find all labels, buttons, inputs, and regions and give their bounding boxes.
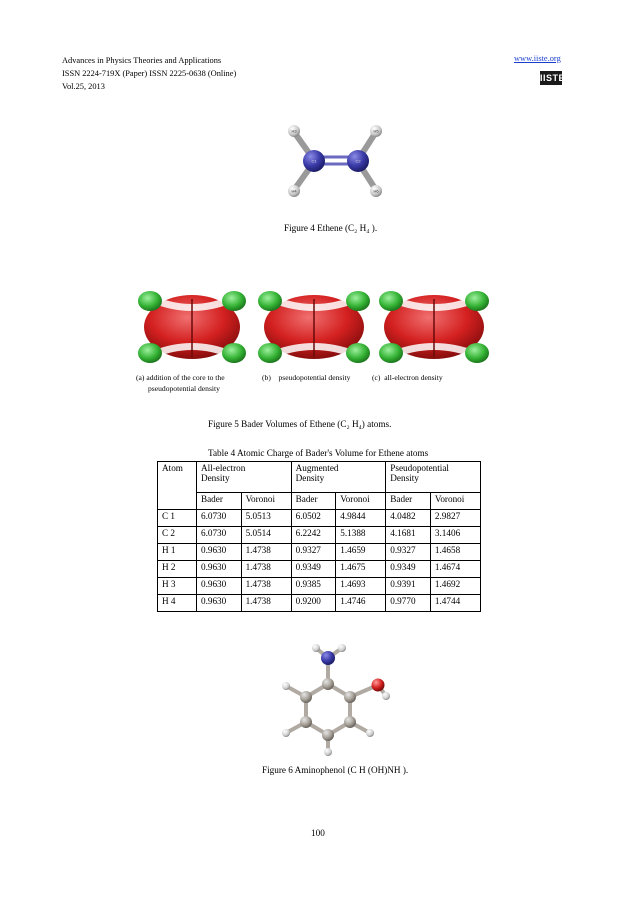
table-row	[158, 595, 481, 612]
table-cell-value: 1.4674	[430, 561, 480, 578]
table-cell-value: 5.1388	[336, 527, 386, 544]
group-label: Density	[200, 473, 230, 483]
table-cell-value: 2.9827	[430, 510, 480, 527]
bader-volume-panel-a	[138, 291, 246, 363]
table-cell-value: 0.9391	[386, 578, 431, 595]
table-cell-value: 0.9630	[196, 595, 241, 612]
table-cell-value: 1.4738	[241, 561, 291, 578]
table-cell-value: 0.9327	[386, 544, 431, 561]
table-row	[158, 561, 481, 578]
atom-label: H3	[291, 128, 297, 134]
table-cell-value: 0.9385	[291, 578, 336, 595]
atom-label: H6	[373, 188, 379, 194]
atom-label: C1	[311, 158, 317, 164]
table-row	[158, 510, 481, 527]
table-row	[158, 578, 481, 595]
table-cell-value: 3.1406	[430, 527, 480, 544]
table-row	[158, 527, 481, 544]
table-cell-atom: H 3	[158, 578, 197, 595]
table-header-group	[386, 462, 481, 493]
table-cell-value: 1.4746	[336, 595, 386, 612]
table-header-row	[158, 462, 481, 493]
table-cell-value: 1.4738	[241, 595, 291, 612]
table-cell-value: 1.4738	[241, 578, 291, 595]
table-cell-atom: C 1	[158, 510, 197, 527]
table-cell-value: 0.9349	[291, 561, 336, 578]
group-label: Pseudopotential	[390, 463, 449, 473]
group-label: Augmented	[295, 463, 339, 473]
bader-volume-panel-c	[379, 291, 489, 363]
aminophenol-molecule-figure	[270, 640, 396, 758]
figure-5-caption: Figure 5 Bader Volumes of Ethene (C₂ H₄) atoms.	[208, 419, 392, 429]
table-cell-value: 0.9349	[386, 561, 431, 578]
figure-5a-label-cont: pseudopotential density	[148, 384, 220, 393]
oxygen-atom	[372, 679, 385, 692]
table-subheader: Voronoi	[241, 493, 291, 510]
table-subheader: Bader	[386, 493, 431, 510]
table-cell-value: 1.4738	[241, 544, 291, 561]
table-cell-value: 5.0514	[241, 527, 291, 544]
table-cell-value: 5.0513	[241, 510, 291, 527]
table-subheader: Bader	[291, 493, 336, 510]
table-cell-value: 1.4692	[430, 578, 480, 595]
table-cell-value: 0.9327	[291, 544, 336, 561]
table-cell-value: 1.4744	[430, 595, 480, 612]
journal-volume: Vol.25, 2013	[62, 82, 105, 91]
table-4-caption: Table 4 Atomic Charge of Bader's Volume for Ethene atoms	[208, 448, 429, 458]
iiste-logo: IISTE	[540, 73, 566, 83]
table-cell-value: 6.0730	[196, 527, 241, 544]
table-cell-value: 6.2242	[291, 527, 336, 544]
ethene-molecule-figure	[272, 112, 398, 212]
group-label: All-electron	[200, 463, 246, 473]
table-header-atom: Atom	[158, 462, 197, 510]
figure-5c-label: (c) all-electron density	[372, 373, 443, 382]
table-subheader-row	[158, 493, 481, 510]
table-cell-atom: C 2	[158, 527, 197, 544]
figure-6-caption: Figure 6 Aminophenol (C H (OH)NH ).	[262, 765, 409, 775]
table-subheader: Voronoi	[336, 493, 386, 510]
figure-4-caption: Figure 4 Ethene (C₂ H₄ ).	[284, 223, 378, 233]
bader-volumes-figure	[136, 283, 490, 371]
atom-label: H4	[291, 188, 297, 194]
table-cell-value: 4.9844	[336, 510, 386, 527]
journal-url-link[interactable]: www.iiste.org	[514, 54, 561, 63]
nitrogen-atom	[321, 651, 335, 665]
table-cell-value: 0.9630	[196, 561, 241, 578]
table-body	[158, 510, 481, 612]
atom-label: H5	[373, 128, 379, 134]
table-cell-value: 4.1681	[386, 527, 431, 544]
group-label: Density	[295, 473, 325, 483]
atom-label: C2	[355, 158, 361, 164]
table-cell-value: 0.9770	[386, 595, 431, 612]
table-cell-value: 0.9200	[291, 595, 336, 612]
table-cell-value: 1.4675	[336, 561, 386, 578]
table-row	[158, 544, 481, 561]
table-cell-value: 4.0482	[386, 510, 431, 527]
table-cell-atom: H 1	[158, 544, 197, 561]
table-subheader: Bader	[196, 493, 241, 510]
table-header-group	[291, 462, 386, 493]
page-number: 100	[311, 828, 325, 838]
table-cell-value: 1.4693	[336, 578, 386, 595]
figure-5a-label: (a) addition of the core to the	[136, 373, 225, 382]
table-cell-value: 0.9630	[196, 544, 241, 561]
table-header-group	[196, 462, 291, 493]
group-label: Density	[390, 473, 419, 483]
table-cell-atom: H 4	[158, 595, 197, 612]
table-cell-atom: H 2	[158, 561, 197, 578]
table-subheader: Voronoi	[430, 493, 480, 510]
bader-volume-panel-b	[258, 291, 370, 363]
journal-issn: ISSN 2224-719X (Paper) ISSN 2225-0638 (Online)	[62, 69, 237, 78]
table-cell-value: 6.0502	[291, 510, 336, 527]
figure-5b-label: (b) pseudopotential density	[262, 373, 351, 382]
table-cell-value: 1.4658	[430, 544, 480, 561]
table-cell-value: 0.9630	[196, 578, 241, 595]
table-cell-value: 6.0730	[196, 510, 241, 527]
bader-charge-table	[157, 461, 481, 612]
table-cell-value: 1.4659	[336, 544, 386, 561]
journal-title: Advances in Physics Theories and Applications	[62, 56, 222, 65]
